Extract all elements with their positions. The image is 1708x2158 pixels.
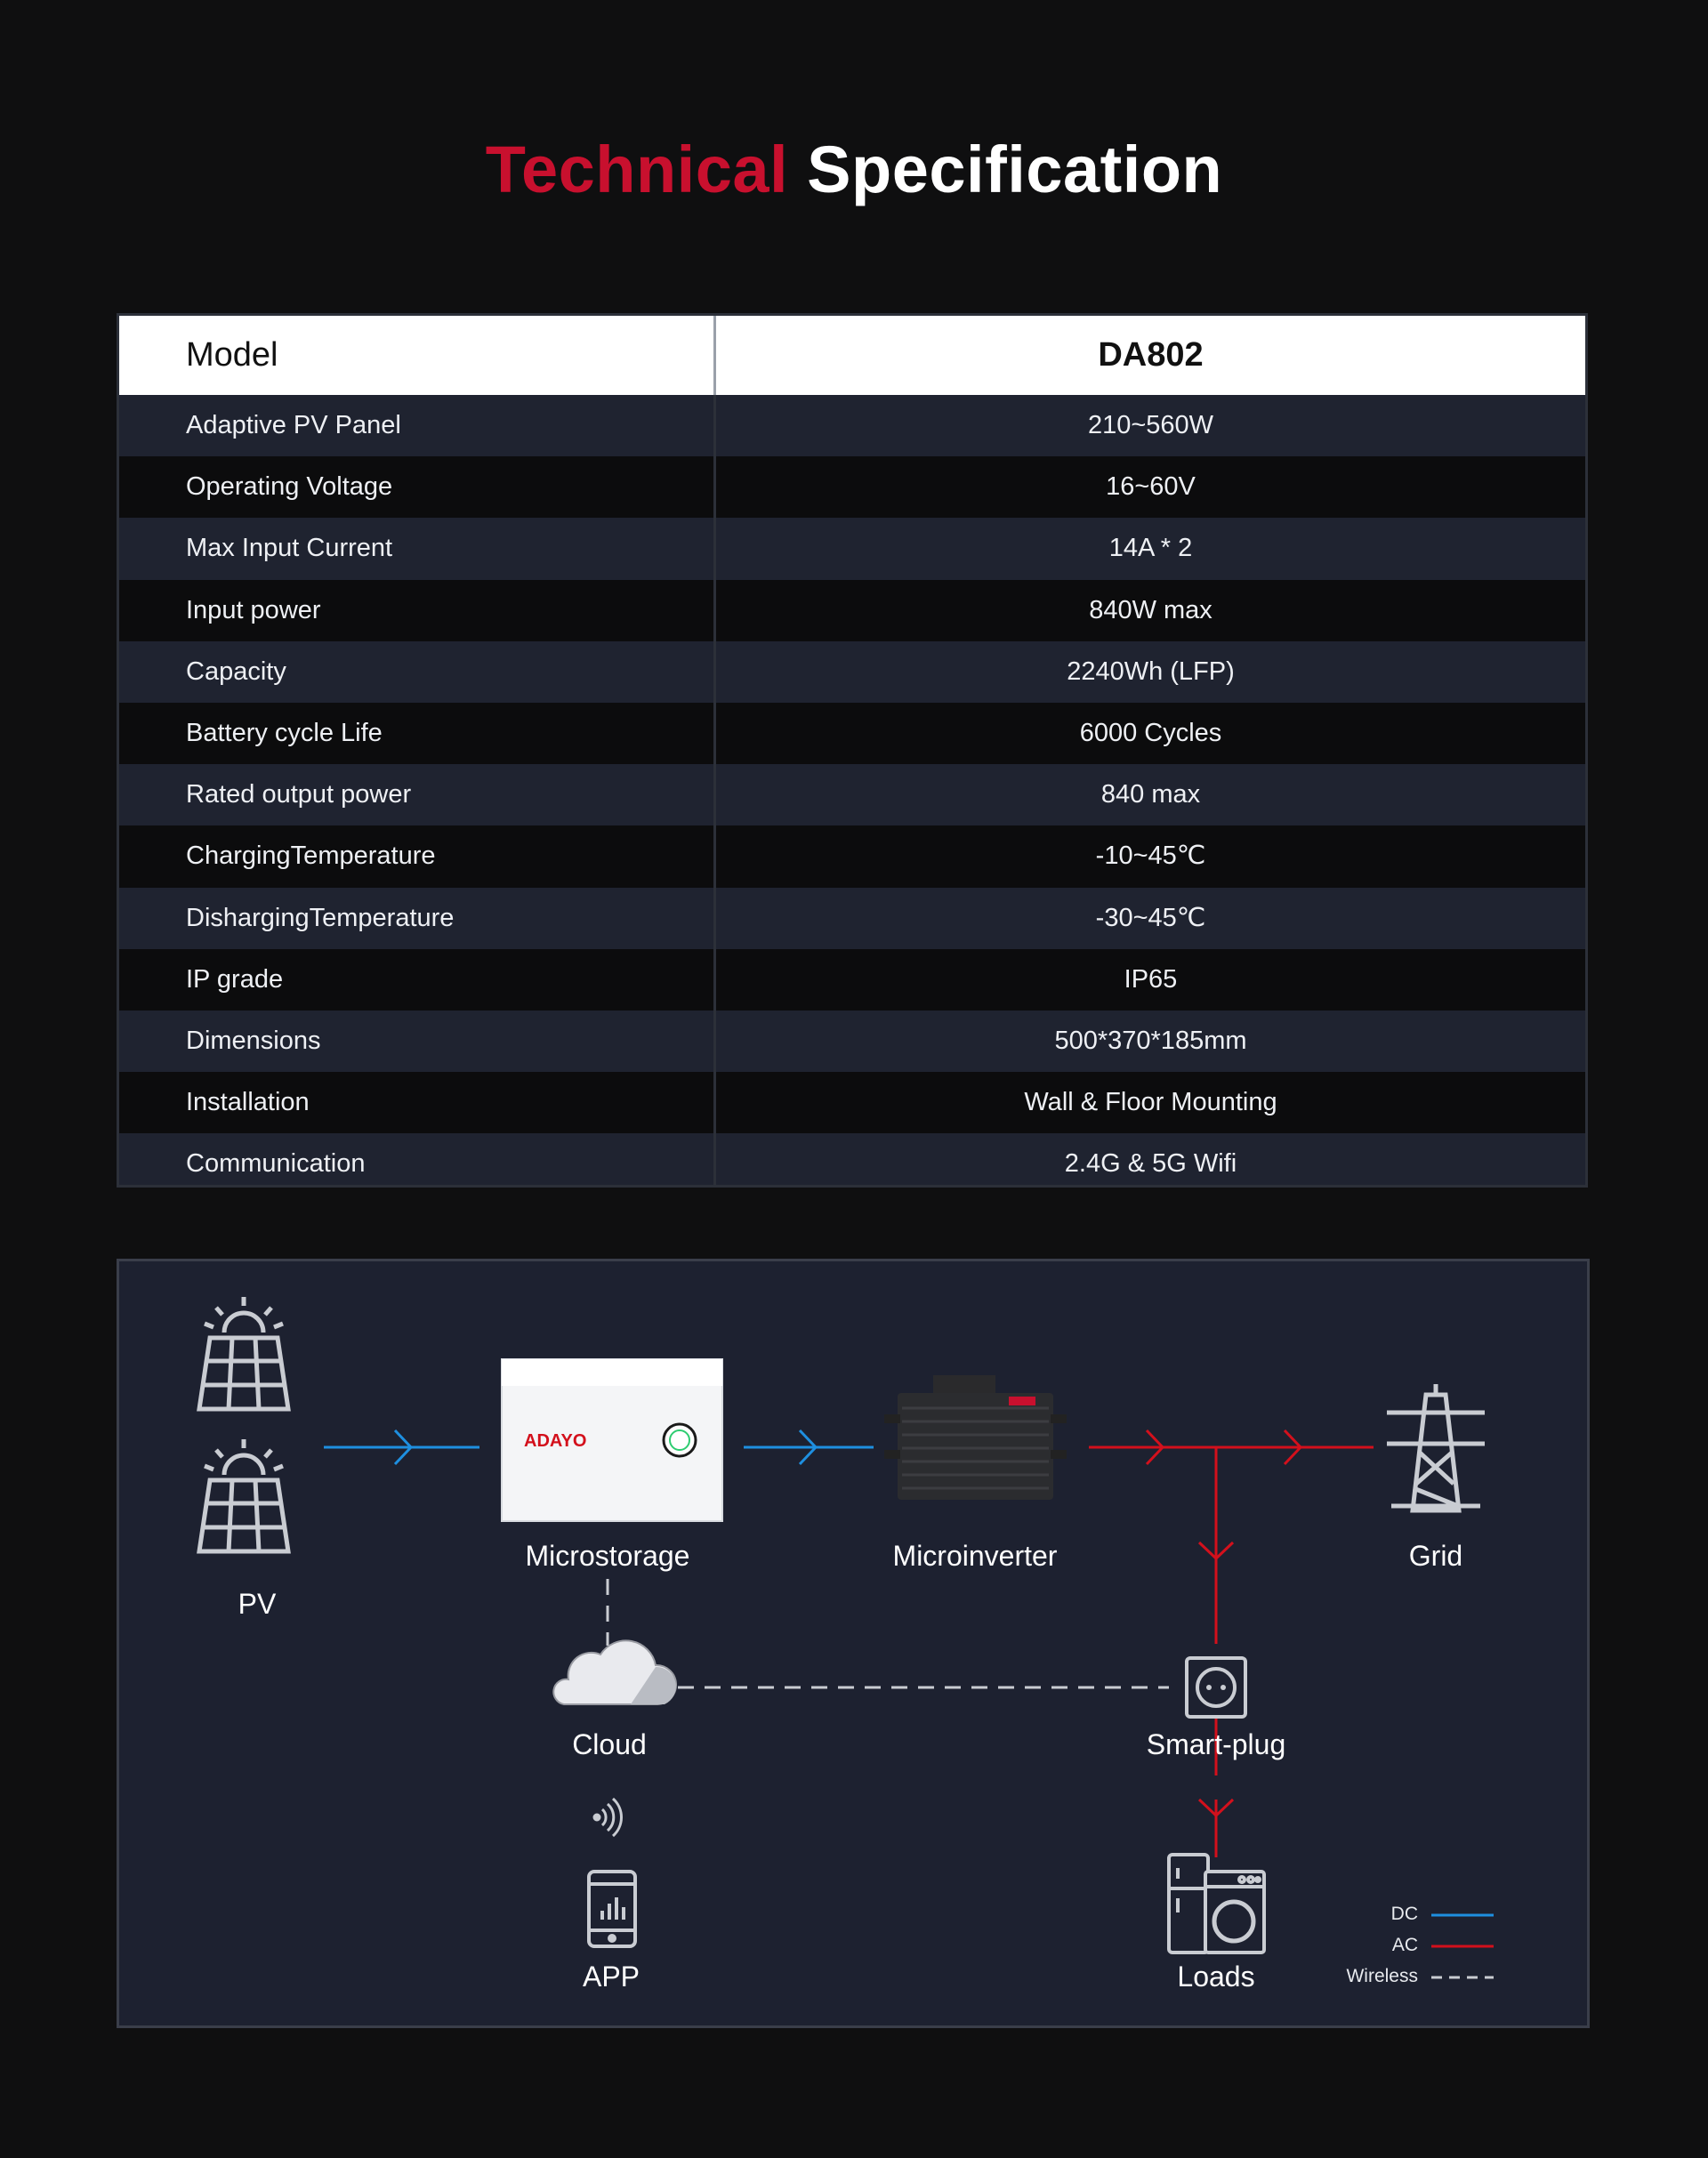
table-row [119, 641, 1585, 703]
title-rest: Specification [807, 133, 1223, 206]
spec-value: 500*370*185mm [1054, 1026, 1247, 1055]
microstorage-device [502, 1359, 722, 1521]
ac-line-grid [1089, 1430, 1374, 1857]
pv-label: PV [238, 1588, 277, 1620]
spec-value: 6000 Cycles [1079, 718, 1222, 747]
legend-dc: DC [1390, 1904, 1418, 1924]
microstorage-label: Microstorage [525, 1540, 690, 1572]
spec-table [117, 313, 1588, 1188]
system-diagram [117, 1259, 1590, 2028]
spec-header-value: DA802 [1098, 336, 1204, 374]
spec-value: 14A * 2 [1108, 534, 1193, 563]
wifi-signal-icon [594, 1799, 621, 1836]
solar-panel-icon [199, 1297, 288, 1551]
legend-wireless: Wireless [1346, 1966, 1418, 1986]
table-row [119, 949, 1585, 1011]
table-row [119, 518, 1585, 579]
spec-value: -10~45℃ [1095, 841, 1206, 871]
spec-label: Rated output power [119, 764, 716, 825]
table-row [119, 580, 1585, 641]
table-row [119, 456, 1585, 518]
table-row [119, 1011, 1585, 1072]
spec-header-row [119, 316, 1585, 395]
spec-label: Input power [119, 580, 716, 641]
spec-value: 840 max [1100, 780, 1201, 809]
spec-header-label: Model [119, 316, 716, 395]
spec-label: Adaptive PV Panel [119, 395, 716, 456]
grid-label: Grid [1408, 1540, 1463, 1572]
title-accent: Technical [485, 133, 789, 206]
cloud-label: Cloud [572, 1728, 647, 1760]
table-row [119, 1133, 1585, 1188]
phone-icon [589, 1872, 635, 1946]
spec-value: -30~45℃ [1095, 903, 1206, 932]
spec-label: Installation [119, 1072, 716, 1133]
table-row [119, 764, 1585, 825]
dc-line-pv [324, 1430, 479, 1464]
spec-value: 2.4G & 5G Wifi [1064, 1149, 1237, 1179]
legend-ac: AC [1391, 1935, 1418, 1955]
spec-value: 16~60V [1106, 472, 1196, 502]
spec-label: Dimensions [119, 1011, 716, 1072]
table-row [119, 703, 1585, 764]
table-row [119, 888, 1585, 949]
spec-label: IP grade [119, 949, 716, 1011]
smart-plug-label: Smart-plug [1146, 1728, 1286, 1760]
spec-label: ChargingTemperature [119, 825, 716, 887]
microinverter-device [884, 1375, 1067, 1500]
spec-label: Battery cycle Life [119, 703, 716, 764]
table-row [119, 395, 1585, 456]
spec-label: Communication [119, 1133, 716, 1188]
cloud-icon [553, 1640, 676, 1704]
spec-value: 840W max [1089, 595, 1213, 624]
page-title [0, 132, 1708, 207]
app-label: APP [582, 1961, 640, 1993]
spec-label: Max Input Current [119, 518, 716, 579]
spec-label: Operating Voltage [119, 456, 716, 518]
spec-value: IP65 [1124, 964, 1178, 994]
table-row [119, 825, 1585, 887]
device-brand: ADAYO [524, 1431, 587, 1451]
spec-value: 2240Wh (LFP) [1067, 656, 1235, 686]
smart-plug-icon [1187, 1658, 1245, 1717]
table-row [119, 1072, 1585, 1133]
legend-lines [1431, 1915, 1494, 1977]
loads-label: Loads [1177, 1961, 1255, 1993]
microinverter-label: Microinverter [892, 1540, 1058, 1572]
grid-tower-icon [1387, 1384, 1485, 1510]
spec-value: 210~560W [1087, 411, 1214, 439]
loads-appliance-icon [1169, 1855, 1264, 1953]
spec-value: Wall & Floor Mounting [1024, 1088, 1277, 1117]
spec-label: DishargingTemperature [119, 888, 716, 949]
dc-line-storage [744, 1430, 874, 1464]
spec-label: Capacity [119, 641, 716, 703]
wireless-links [608, 1579, 1169, 1687]
